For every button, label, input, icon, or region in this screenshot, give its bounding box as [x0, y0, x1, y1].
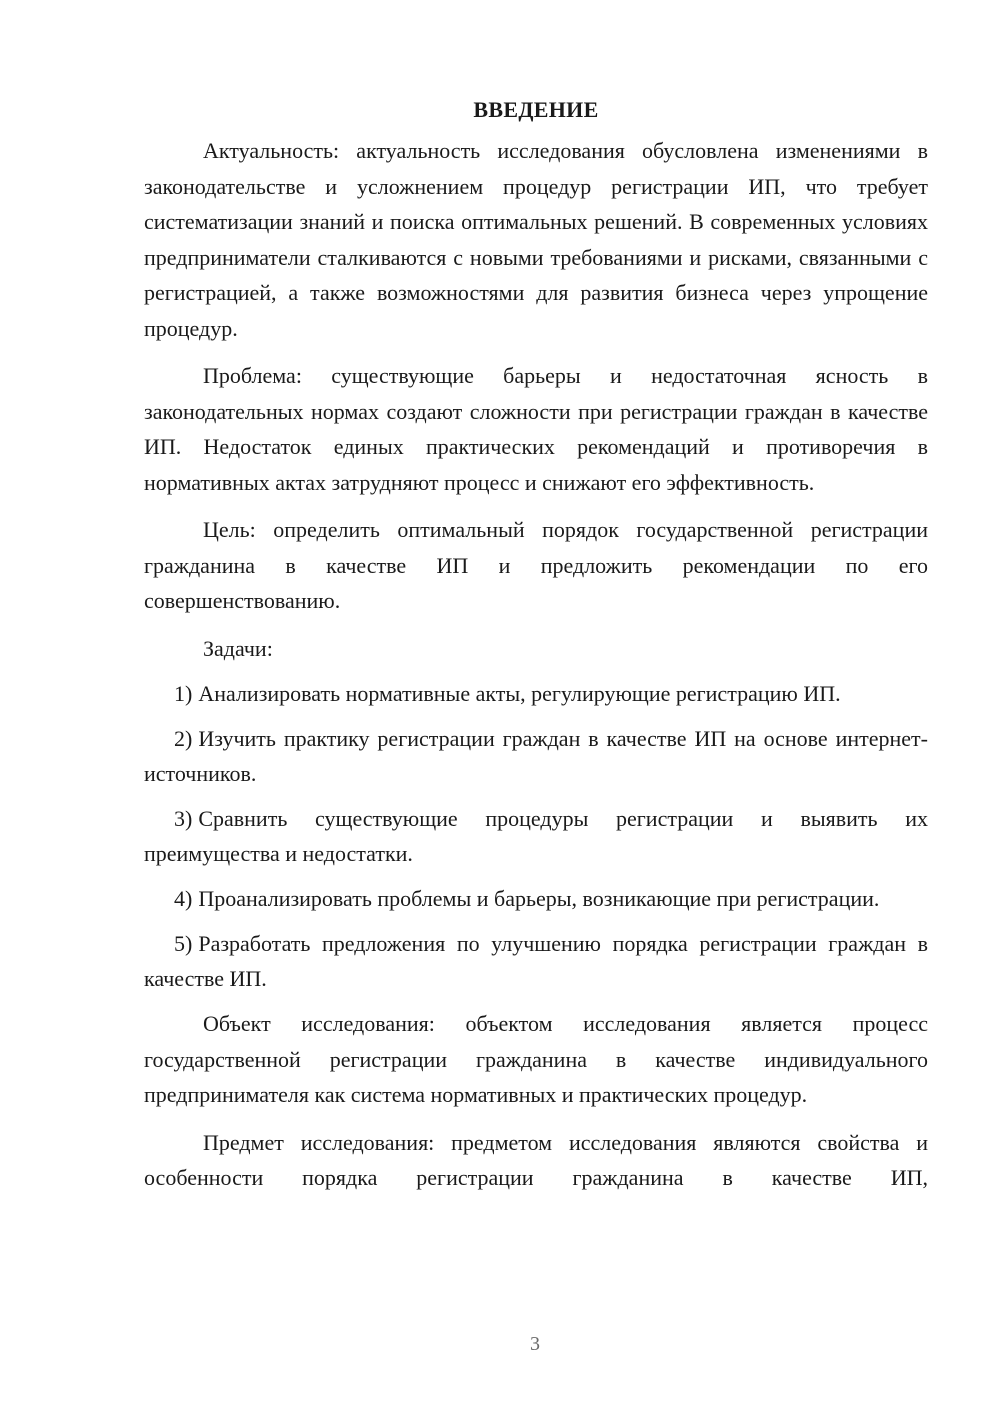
task-text: Разработать предложения по улучшению порядка регистрации граждан в качестве ИП. — [144, 931, 928, 991]
task-item-3 — [144, 801, 928, 871]
task-number: 4) — [174, 886, 193, 911]
task-item-4 — [144, 881, 928, 916]
task-number: 2) — [174, 726, 193, 751]
task-text: Проанализировать проблемы и барьеры, возникающие при регистрации. — [198, 886, 880, 911]
task-number: 5) — [174, 931, 193, 956]
task-number: 1) — [174, 681, 193, 706]
task-number: 3) — [174, 806, 193, 831]
paragraph-subject: Предмет исследования: предметом исследования являются свойства и особенности порядка регистрации гражданина в качестве ИП, — [144, 1129, 928, 1190]
task-text: Сравнить существующие процедуры регистрации и выявить их преимущества и недостатки. — [144, 806, 928, 866]
page-heading: ВВЕДЕНИЕ — [473, 97, 599, 122]
task-item-5 — [144, 926, 928, 996]
task-text: Изучить практику регистрации граждан в качестве ИП на основе интернет-источников. — [144, 726, 928, 786]
page-content — [144, 95, 928, 1208]
task-item-1 — [144, 676, 928, 711]
page-number: 3 — [530, 1333, 540, 1355]
task-text: Анализировать нормативные акты, регулирующие регистрацию ИП. — [198, 681, 841, 706]
tasks-label: Задачи: — [203, 635, 273, 661]
task-item-2 — [144, 721, 928, 791]
paragraph-goal: Цель: определить оптимальный порядок государственной регистрации гражданина в качестве ИП и предложить рекомендации по его совершенствованию. — [144, 517, 928, 613]
paragraph-relevance: Актуальность: актуальность исследования обусловлена изменениями в законодательстве и усложнением процедур регистрации ИП, что требует систематизации знаний и поиска оптимальных решений. В современных условиях предприниматели сталкиваются с новыми требованиями и рисками, связанными с регистрацией, а также возможностями для развития бизнеса через упрощение процедур. — [144, 138, 928, 341]
paragraph-object: Объект исследования: объектом исследования является процесс государственной регистрации гражданина в качестве индивидуального предпринимателя как система нормативных и практических процедур. — [144, 1011, 928, 1107]
paragraph-problem: Проблема: существующие барьеры и недостаточная ясность в законодательных нормах создают сложности при регистрации граждан в качестве ИП. Недостаток единых практических рекомендаций и противоречия в нормативных актах затрудняют процесс и снижают его эффективность. — [144, 363, 928, 495]
